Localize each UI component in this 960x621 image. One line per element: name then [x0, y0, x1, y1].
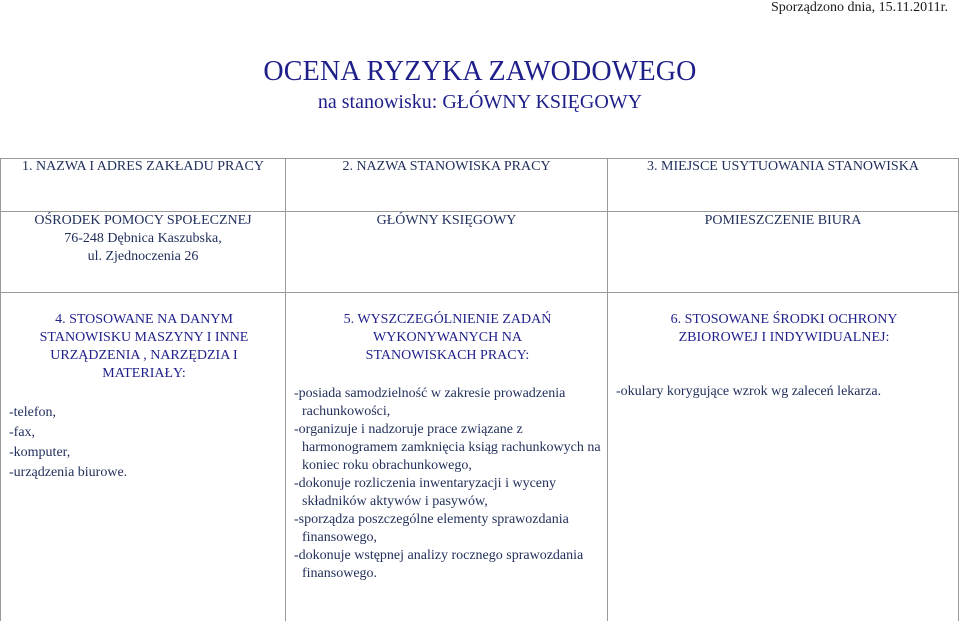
protection-heading-line: ZBIOROWEJ I INDYWIDUALNEJ:: [678, 330, 890, 345]
location-value: POMIESZCZENIE BIURA: [704, 213, 862, 228]
protection-heading-line: 6. STOSOWANE ŚRODKI OCHRONY: [670, 312, 898, 327]
protection-list: [616, 383, 952, 401]
date-note: Sporządzono dnia, 15.11.2011r.: [770, 0, 948, 15]
document-subtitle: na stanowisku: GŁÓWNY KSIĘGOWY: [317, 91, 643, 113]
list-item: -komputer,: [9, 445, 71, 460]
document-title: OCENA RYZYKA ZAWODOWEGO: [263, 56, 697, 87]
risk-assessment-table: [0, 158, 959, 621]
list-item: -okulary korygujące wzrok wg zaleceń lekarza.: [616, 384, 882, 399]
content-row: [1, 293, 959, 621]
section3-heading-cell: [608, 159, 959, 212]
section2-heading-cell: [286, 159, 608, 212]
workplace-street: ul. Zjednoczenia 26: [87, 249, 199, 264]
tasks-heading-line: STANOWISKACH PRACY:: [365, 348, 530, 363]
list-item: -urządzenia biurowe.: [9, 465, 128, 480]
equipment-heading: [9, 311, 279, 383]
tasks-list: [294, 385, 601, 583]
tasks-heading-line: 5. WYSZCZEGÓLNIENIE ZADAŃ: [343, 312, 552, 327]
tasks-heading: [294, 311, 601, 365]
position-name-cell: [286, 212, 608, 293]
section1-heading: 1. NAZWA I ADRES ZAKŁADU PRACY: [22, 159, 264, 174]
list-item: -posiada samodzielność w zakresie prowadzenia rachunkowości,: [294, 386, 566, 419]
equipment-heading-line: MATERIAŁY:: [102, 366, 186, 381]
section3-heading: 3. MIEJSCE USYTUOWANIA STANOWISKA: [647, 159, 919, 174]
list-item: -dokonuje rozliczenia inwentaryzacji i wyceny składników aktywów i pasywów,: [294, 476, 556, 509]
equipment-heading-line: STANOWISKU MASZYNY I INNE: [39, 330, 249, 345]
workplace-address-cell: [1, 212, 286, 293]
tasks-heading-line: WYKONYWANYCH NA: [373, 330, 522, 345]
list-item: -organizuje i nadzoruje prace związane z harmonogramem zamknięcia ksiąg rachunkowych na koniec roku obrachunkowego,: [294, 422, 601, 473]
equipment-cell: [1, 293, 286, 621]
workplace-postal: 76-248 Dębnica Kaszubska,: [64, 231, 222, 246]
location-cell: [608, 212, 959, 293]
section2-heading: 2. NAZWA STANOWISKA PRACY: [342, 159, 551, 174]
equipment-list: [9, 403, 279, 483]
protection-heading: [616, 311, 952, 347]
list-item: -dokonuje wstępnej analizy rocznego sprawozdania finansowego.: [294, 548, 584, 581]
position-name: GŁÓWNY KSIĘGOWY: [376, 213, 517, 228]
protection-cell: [608, 293, 959, 621]
tasks-cell: [286, 293, 608, 621]
section1-heading-cell: [1, 159, 286, 212]
equipment-heading-line: 4. STOSOWANE NA DANYM: [55, 312, 233, 327]
list-item: -sporządza poszczególne elementy sprawozdania finansowego,: [294, 512, 569, 545]
header-row: [1, 159, 959, 212]
equipment-heading-line: URZĄDZENIA , NARZĘDZIA I: [50, 348, 238, 363]
list-item: -fax,: [9, 425, 36, 440]
workplace-name: OŚRODEK POMOCY SPOŁECZNEJ: [34, 213, 252, 228]
list-item: -telefon,: [9, 405, 57, 420]
value-row: [1, 212, 959, 293]
